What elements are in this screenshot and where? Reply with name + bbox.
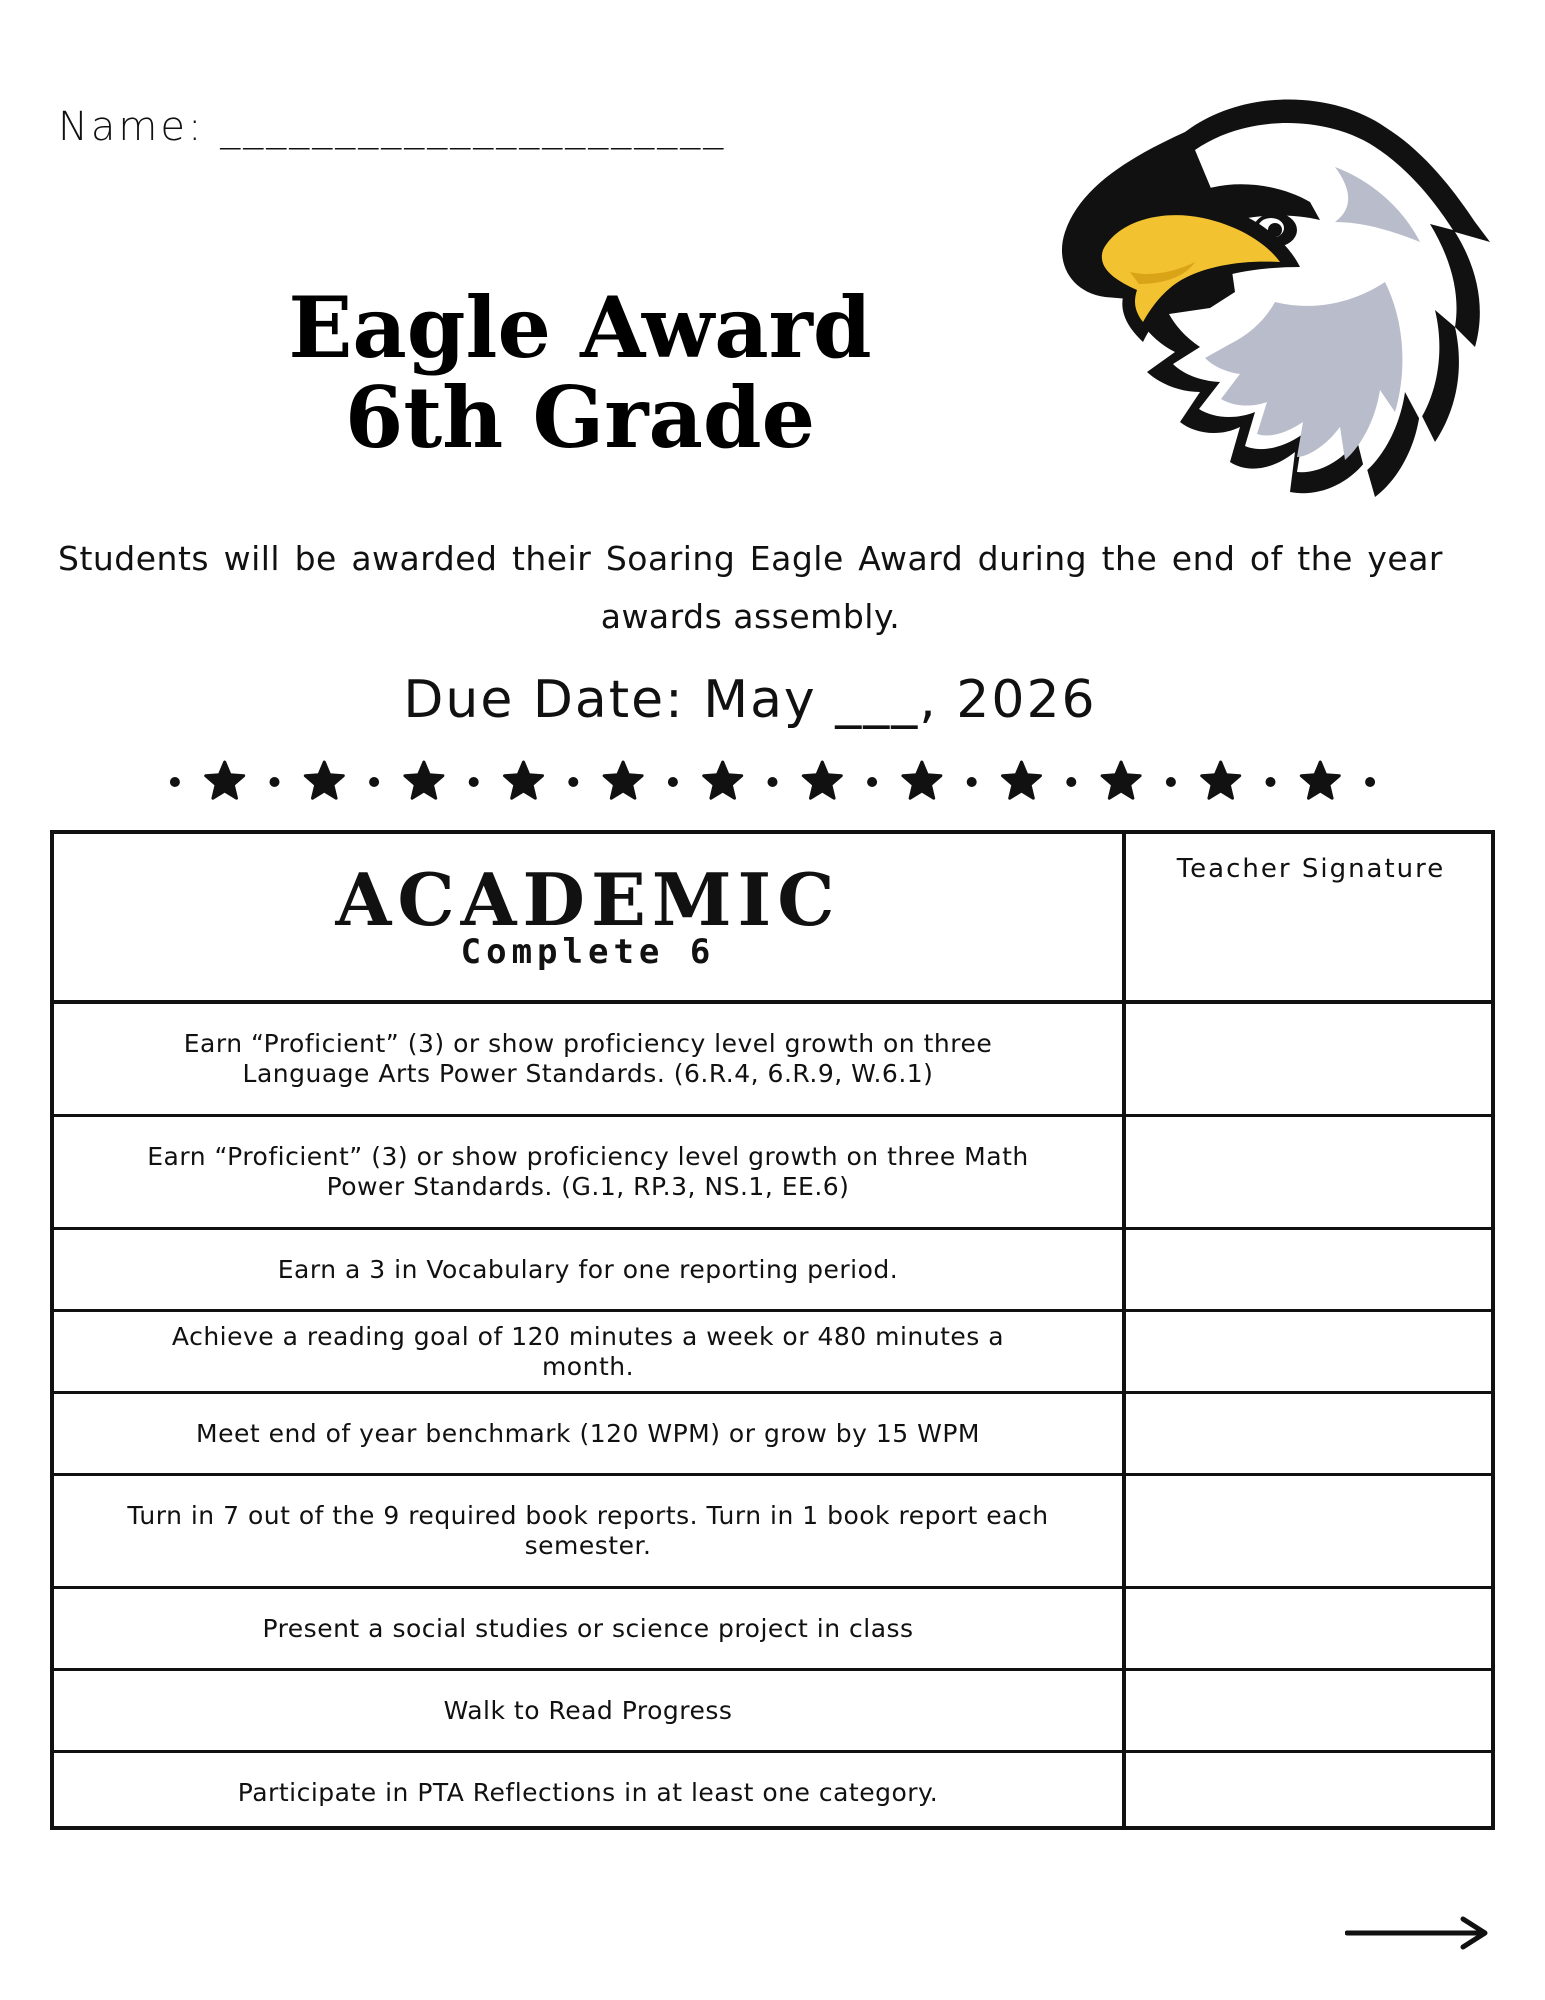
divider-dot	[1266, 777, 1276, 787]
table-row	[54, 1312, 1491, 1394]
divider-star	[604, 762, 642, 798]
divider-star	[1102, 762, 1140, 798]
due-date: Due Date: May ___, 2026	[403, 670, 1097, 730]
divider-star	[405, 762, 443, 798]
divider-dot	[1066, 777, 1076, 787]
requirement-text: Earn “Proficient” (3) or show proficiency level growth on three Language Arts Power Standards. (6.R.4, 6.R.9, W.6.1)	[183, 1029, 993, 1088]
title-line-1: Eagle Award	[288, 278, 872, 377]
requirement-text: Turn in 7 out of the 9 required book reports. Turn in 1 book report each semester.	[127, 1501, 1049, 1560]
signature-cell[interactable]	[1121, 1230, 1491, 1309]
requirements-list	[54, 1004, 1491, 1832]
divider-dot	[1365, 777, 1375, 787]
academic-table	[50, 830, 1495, 1830]
table-row	[54, 1394, 1491, 1476]
divider-dot	[967, 777, 977, 787]
signature-cell[interactable]	[1121, 1117, 1491, 1227]
divider-dot	[270, 777, 280, 787]
table-row	[54, 1004, 1491, 1117]
table-row	[54, 1230, 1491, 1312]
divider-dot	[568, 777, 578, 787]
divider-star	[704, 762, 742, 798]
name-line: Name: ______________________	[58, 104, 727, 150]
table-row	[54, 1589, 1491, 1671]
requirement-text: Meet end of year benchmark (120 WPM) or grow by 15 WPM	[196, 1418, 980, 1448]
title-line-2: 6th Grade	[344, 368, 816, 467]
table-row	[54, 1753, 1491, 1832]
star-dot-divider-icon	[150, 757, 1395, 807]
divider-dot	[170, 777, 180, 787]
divider-dot	[469, 777, 479, 787]
divider-star	[206, 762, 244, 798]
table-header	[54, 834, 1491, 1004]
signature-cell[interactable]	[1121, 1671, 1491, 1750]
divider-dot	[1166, 777, 1176, 787]
divider-star	[505, 762, 543, 798]
requirement-text: Walk to Read Progress	[443, 1695, 733, 1725]
intro-paragraph: Students will be awarded their Soaring Eagle Award during the end of the year awards assembly.	[58, 539, 1443, 636]
divider-star	[803, 762, 841, 798]
requirement-text: Participate in PTA Reflections in at least one category.	[237, 1777, 939, 1807]
divider-star	[1301, 762, 1339, 798]
divider-star	[903, 762, 941, 798]
divider-dot	[768, 777, 778, 787]
divider-star	[1003, 762, 1041, 798]
signature-cell[interactable]	[1121, 1753, 1491, 1832]
table-row	[54, 1671, 1491, 1753]
arrow-right-icon[interactable]	[1345, 1915, 1490, 1951]
divider-dot	[668, 777, 678, 787]
signature-header: Teacher Signature	[1176, 854, 1446, 884]
divider-dot	[867, 777, 877, 787]
signature-cell[interactable]	[1121, 1476, 1491, 1586]
signature-cell[interactable]	[1121, 1004, 1491, 1114]
eagle-head-icon	[1035, 72, 1490, 502]
divider-star	[305, 762, 343, 798]
divider-dot	[369, 777, 379, 787]
signature-cell[interactable]	[1121, 1589, 1491, 1668]
divider-star	[1202, 762, 1240, 798]
requirement-text: Achieve a reading goal of 120 minutes a week or 480 minutes a month.	[171, 1321, 1005, 1381]
requirement-text: Present a social studies or science project in class	[262, 1613, 914, 1643]
section-subtitle: Complete 6	[460, 932, 716, 972]
signature-cell[interactable]	[1121, 1312, 1491, 1391]
table-row	[54, 1117, 1491, 1230]
page-title	[230, 278, 930, 467]
requirement-text: Earn “Proficient” (3) or show proficiency level growth on three Math Power Standards. (G.1, RP.3, NS.1, EE.6)	[147, 1142, 1029, 1201]
signature-cell[interactable]	[1121, 1394, 1491, 1473]
table-row	[54, 1476, 1491, 1589]
section-title: ACADEMIC	[335, 857, 841, 942]
requirement-text: Earn a 3 in Vocabulary for one reporting period.	[277, 1254, 899, 1284]
